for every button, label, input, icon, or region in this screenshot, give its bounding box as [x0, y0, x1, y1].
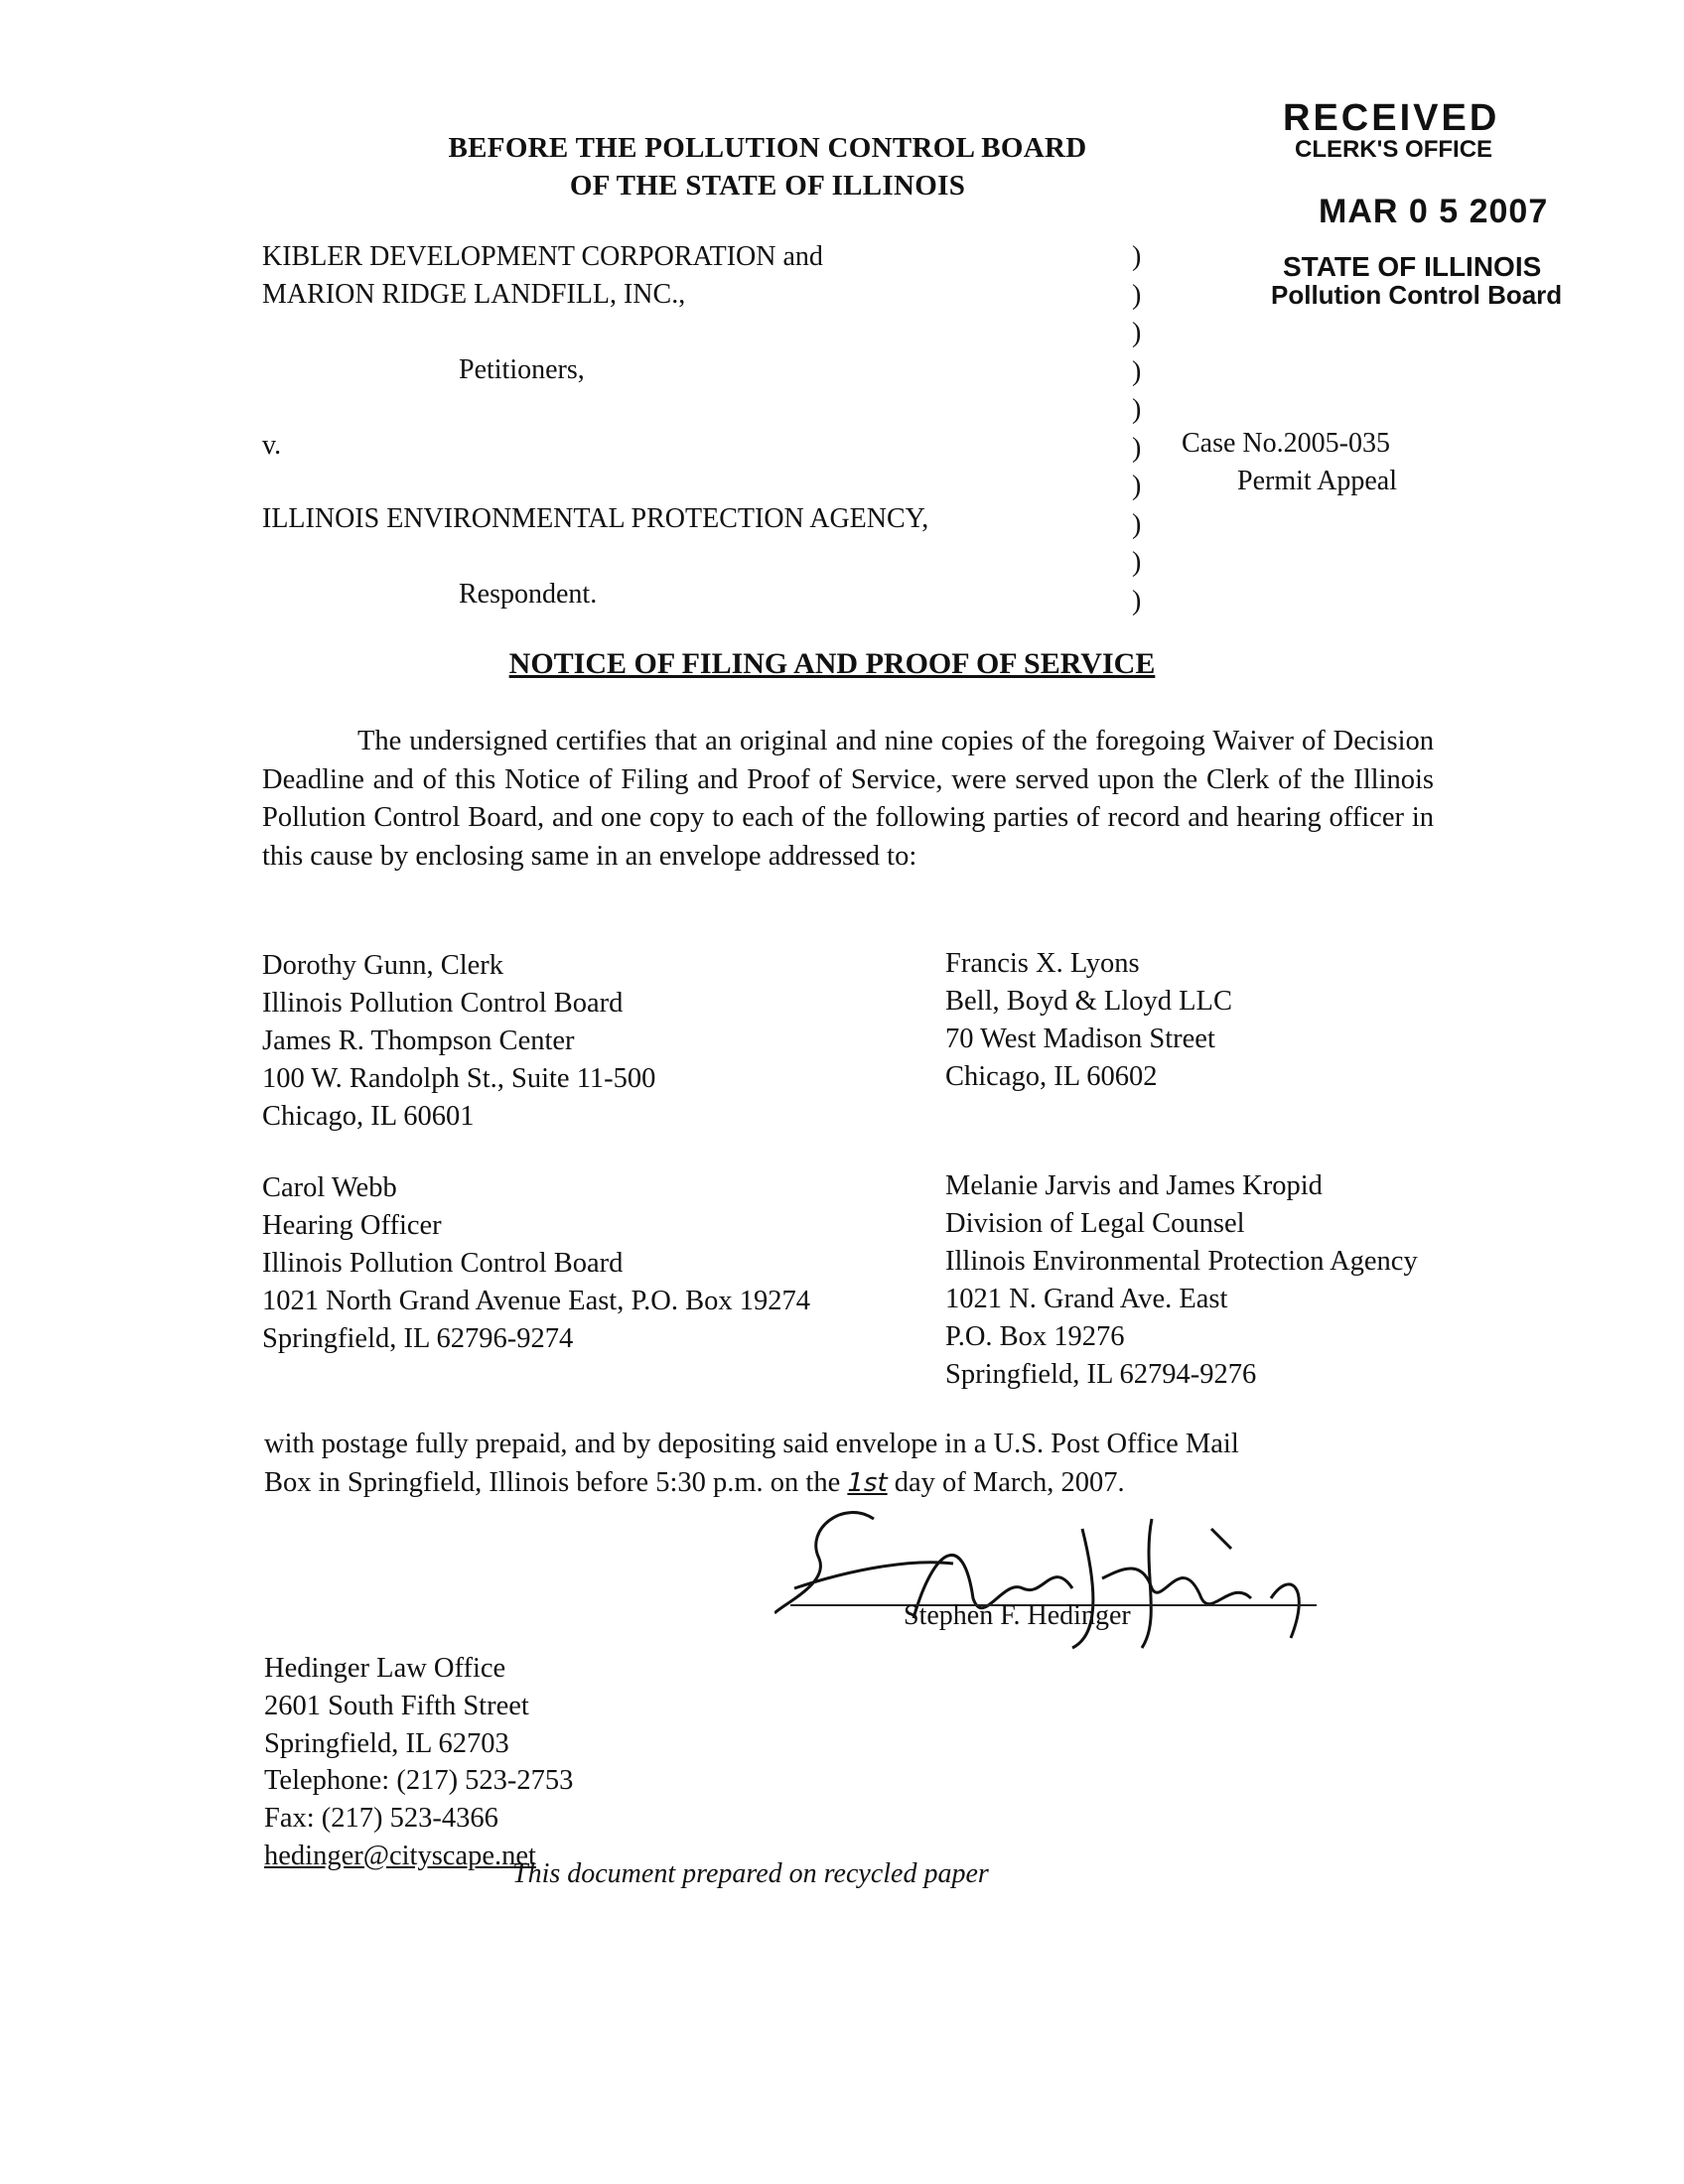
paren: )	[1132, 394, 1142, 425]
paren: )	[1132, 318, 1142, 348]
paren: )	[1132, 432, 1142, 464]
document-title: NOTICE OF FILING AND PROOF OF SERVICE	[508, 647, 1156, 680]
handwritten-day: 1st	[847, 1467, 888, 1498]
court-heading-line1: BEFORE THE POLLUTION CONTROL BOARD	[448, 132, 1087, 164]
address-block-lyons	[945, 945, 1232, 1096]
paren: )	[1132, 585, 1142, 616]
court-heading-line2: OF THE STATE OF ILLINOIS	[569, 170, 966, 202]
address-block-iepa	[945, 1167, 1418, 1394]
respondent-name: ILLINOIS ENVIRONMENTAL PROTECTION AGENCY,	[262, 503, 929, 534]
address-block-webb	[262, 1169, 810, 1358]
address-line: Illinois Pollution Control Board	[262, 1248, 624, 1279]
address-line: Carol Webb	[262, 1172, 397, 1203]
address-line: Illinois Pollution Control Board	[262, 988, 624, 1019]
law-office-block	[264, 1650, 573, 1875]
paren: )	[1132, 471, 1142, 501]
address-block-clerk	[262, 947, 655, 1136]
handwritten-signature	[774, 1489, 1331, 1658]
office-telephone: Telephone: (217) 523-2753	[264, 1765, 574, 1797]
address-line: 70 West Madison Street	[945, 1024, 1215, 1054]
address-line: P.O. Box 19276	[945, 1321, 1125, 1352]
petitioner-name-line1: KIBLER DEVELOPMENT CORPORATION and	[262, 241, 823, 272]
address-line: Springfield, IL 62794-9276	[945, 1359, 1257, 1390]
paren: )	[1132, 547, 1142, 578]
address-line: Melanie Jarvis and James Kropid	[945, 1170, 1323, 1201]
address-line: Chicago, IL 60602	[945, 1061, 1158, 1092]
address-line: 1021 N. Grand Ave. East	[945, 1284, 1228, 1314]
respondent-label: Respondent.	[459, 579, 598, 610]
stamp-board: Pollution Control Board	[1271, 280, 1563, 310]
petitioner-name-line2: MARION RIDGE LANDFILL, INC.,	[262, 279, 686, 310]
recycled-paper-note: This document prepared on recycled paper	[512, 1858, 989, 1889]
versus-label: v.	[262, 430, 282, 461]
office-street: 2601 South Fifth Street	[264, 1690, 529, 1721]
certification-text: The undersigned certifies that an original and nine copies of the foregoing Waiver of Decision Deadline and of this Notice of Filing and Proof of Service, were served upon the Clerk of the Illinois Pollution Control Board, and one copy to each of the following parties of record and hearing officer in this cause by enclosing same in an envelope addressed to:	[262, 726, 1434, 872]
stamp-clerks-office: CLERK'S OFFICE	[1295, 136, 1493, 163]
certification-paragraph	[262, 723, 1434, 876]
service-line2-start: Box in Springfield, Illinois before 5:30 p.m. on the	[264, 1466, 848, 1498]
address-line: 1021 North Grand Avenue East, P.O. Box 19274	[262, 1286, 811, 1316]
address-line: Francis X. Lyons	[945, 948, 1140, 979]
office-city: Springfield, IL 62703	[264, 1727, 509, 1759]
service-line1: with postage fully prepaid, and by depositing said envelope in a U.S. Post Office Mail	[264, 1429, 1239, 1459]
office-fax: Fax: (217) 523-4366	[264, 1803, 498, 1835]
caption-paren-column	[1132, 238, 1141, 620]
stamp-date: MAR 0 5 2007	[1319, 193, 1549, 230]
stamp-state: STATE OF ILLINOIS	[1283, 251, 1542, 282]
address-line: Springfield, IL 62796-9274	[262, 1323, 574, 1354]
paren: )	[1132, 279, 1142, 311]
case-type: Permit Appeal	[1237, 466, 1397, 496]
paren: )	[1132, 241, 1142, 272]
address-line: Illinois Environmental Protection Agency	[945, 1246, 1418, 1277]
received-stamp	[1271, 99, 1569, 309]
petitioners-label: Petitioners,	[459, 354, 585, 385]
address-line: Dorothy Gunn, Clerk	[262, 950, 504, 981]
address-line: James R. Thompson Center	[262, 1025, 575, 1056]
paren: )	[1132, 355, 1142, 387]
address-line: Hearing Officer	[262, 1210, 442, 1241]
service-line2-end: day of March, 2007.	[887, 1466, 1125, 1498]
office-name: Hedinger Law Office	[264, 1653, 506, 1684]
address-line: Bell, Boyd & Lloyd LLC	[945, 986, 1232, 1017]
paren: )	[1132, 508, 1142, 540]
stamp-received: RECEIVED	[1283, 97, 1500, 139]
address-line: Division of Legal Counsel	[945, 1208, 1245, 1239]
signer-name: Stephen F. Hedinger	[904, 1600, 1131, 1631]
address-line: 100 W. Randolph St., Suite 11-500	[262, 1063, 656, 1094]
case-number: Case No.2005-035	[1182, 428, 1390, 459]
address-line: Chicago, IL 60601	[262, 1101, 475, 1132]
office-email-link[interactable]: hedinger@cityscape.net	[264, 1840, 536, 1871]
